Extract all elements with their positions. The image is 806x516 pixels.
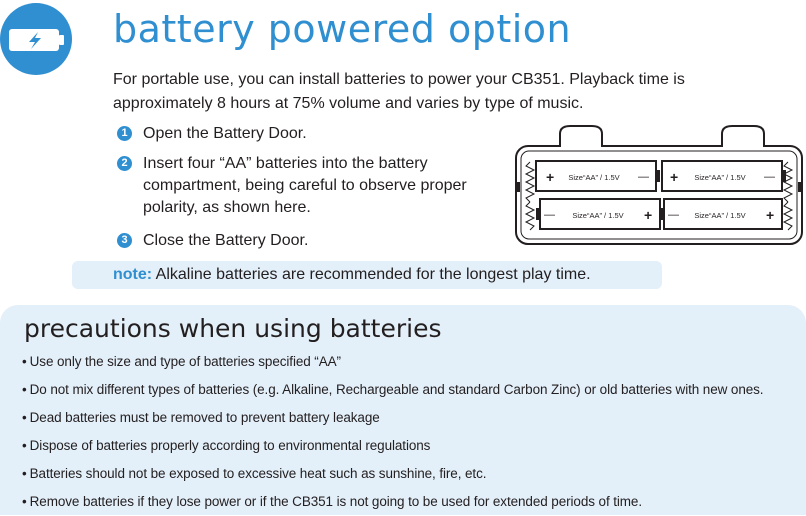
note-box [72, 261, 662, 289]
step-number: 3 [117, 233, 132, 248]
precautions-list [22, 348, 763, 516]
intro-paragraph: For portable use, you can install batteries to power your CB351. Playback time is approximately 8 hours at 75% volume and varies by type of music. [113, 71, 685, 112]
minus-sign: — [764, 171, 775, 183]
battery-cell [536, 199, 660, 229]
note-content [113, 261, 591, 289]
list-item: • Dispose of batteries properly according to environmental regulations [22, 432, 763, 460]
battery-compartment-diagram [512, 124, 806, 246]
list-item: • Batteries should not be exposed to excessive heat such as sunshine, fire, etc. [22, 460, 763, 488]
list-item: • Dead batteries must be removed to prevent battery leakage [22, 404, 763, 432]
precautions-title: precautions when using batteries [24, 314, 442, 343]
plus-sign: + [670, 169, 679, 185]
plus-sign: + [766, 207, 775, 223]
minus-sign: — [668, 209, 679, 221]
battery-charging-icon [0, 3, 72, 75]
plus-sign: + [546, 169, 555, 185]
note-label: note: [113, 266, 153, 283]
page-title: battery powered option [113, 7, 572, 51]
step-number: 2 [117, 156, 132, 171]
plus-sign: + [644, 207, 653, 223]
list-item: • Do not mix different types of batteries (e.g. Alkaline, Rechargeable and standard Carbon Zinc) or old batteries with new ones. [22, 376, 763, 404]
list-item: • Remove batteries if they lose power or if the CB351 is not going to be used for extended periods of time. [22, 488, 763, 516]
battery-cell [662, 161, 786, 191]
battery-cell [660, 199, 782, 229]
step-text: Open the Battery Door. [143, 125, 307, 142]
precautions-panel [0, 305, 806, 515]
step-text: Insert four “AA” batteries into the battery compartment, being careful to observe proper polarity, as shown here. [143, 155, 467, 216]
minus-sign: — [638, 171, 649, 183]
step-text: Close the Battery Door. [143, 232, 309, 249]
battery-badge [0, 3, 72, 75]
battery-label: Size“AA” / 1.5V [568, 173, 620, 182]
battery-label: Size“AA” / 1.5V [694, 211, 746, 220]
list-item: • Use only the size and type of batteries specified “AA” [22, 348, 763, 376]
battery-label: Size“AA” / 1.5V [572, 211, 624, 220]
battery-cell [536, 161, 660, 191]
battery-label: Size“AA” / 1.5V [694, 173, 746, 182]
minus-sign: — [544, 209, 555, 221]
step-number: 1 [117, 126, 132, 141]
note-text: Alkaline batteries are recommended for the longest play time. [155, 266, 591, 283]
